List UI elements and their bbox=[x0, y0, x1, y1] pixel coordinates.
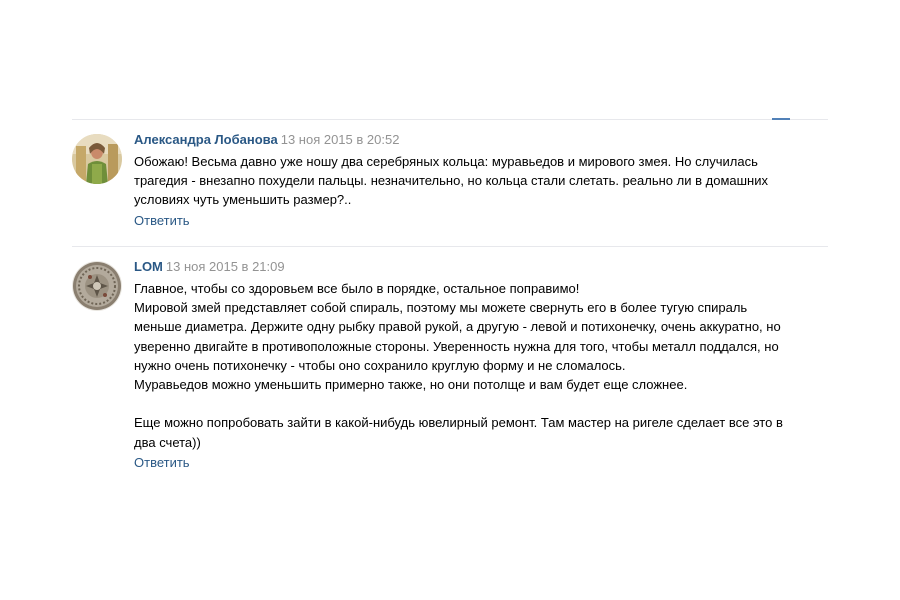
coin-avatar bbox=[72, 261, 122, 311]
comment-author-link[interactable]: Александра Лобанова bbox=[134, 132, 278, 147]
comment-text-line: Главное, чтобы со здоровьем все было в порядке, остальное поправимо! bbox=[134, 281, 580, 296]
comment-text-line: условиях чуть уменьшить размер?.. bbox=[134, 192, 352, 208]
comment-text-line: Еще можно попробовать зайти в какой-нибудь ювелирный ремонт. Там мастер на ригеле сделает все это в bbox=[134, 415, 783, 431]
comment-text-line: два счета)) bbox=[134, 434, 201, 450]
comment-text-line: нужно очень потихонечку - чтобы оно сохранило круглую форму и не сломалось. bbox=[134, 357, 626, 373]
reply-button[interactable]: Ответить bbox=[134, 454, 190, 470]
comment-text bbox=[134, 152, 828, 210]
comment-author-link[interactable]: LOM bbox=[134, 259, 163, 274]
comment-text-line: трагедия - внезапно похудели пальцы. незначительно, но кольца стали слетать. реально ли в домашних bbox=[134, 173, 768, 189]
avatar[interactable] bbox=[72, 261, 122, 311]
comment-text-line: меньше диаметра. Держите одну рыбку правой рукой, а другую - левой и потихонечку, очень аккуратно, но bbox=[134, 319, 781, 335]
comment-text-line: Обожаю! Весьма давно уже ношу два серебряных кольца: муравьедов и мирового змея. Но случилась bbox=[134, 154, 758, 169]
reply-button[interactable]: Ответить bbox=[134, 212, 190, 228]
active-tab-indicator bbox=[772, 118, 790, 120]
comment-divider bbox=[72, 246, 828, 247]
comment-date-link[interactable]: 13 ноя 2015 в 20:52 bbox=[280, 132, 400, 147]
comments-top-divider bbox=[72, 119, 828, 120]
comment-date-link[interactable]: 13 ноя 2015 в 21:09 bbox=[165, 259, 285, 274]
avatar[interactable] bbox=[72, 134, 122, 184]
comment-header bbox=[134, 130, 828, 150]
comment-text bbox=[134, 279, 828, 452]
comment-text-line: Мировой змей представляет собой спираль, поэтому мы можете свернуть его в более тугую спираль bbox=[134, 300, 748, 316]
comment-body bbox=[134, 257, 828, 472]
user-photo-avatar bbox=[72, 134, 122, 184]
comment-text-line: Муравьедов можно уменьшить примерно также, но они потолще и вам будет еще сложнее. bbox=[134, 377, 688, 393]
comment-header bbox=[134, 257, 828, 277]
comment-text-line bbox=[134, 394, 828, 413]
comment-body bbox=[134, 130, 828, 230]
comment-text-line: уверенно двигайте в противоположные стороны. Уверенность нужна для того, чтобы металл поддался, но bbox=[134, 338, 779, 354]
